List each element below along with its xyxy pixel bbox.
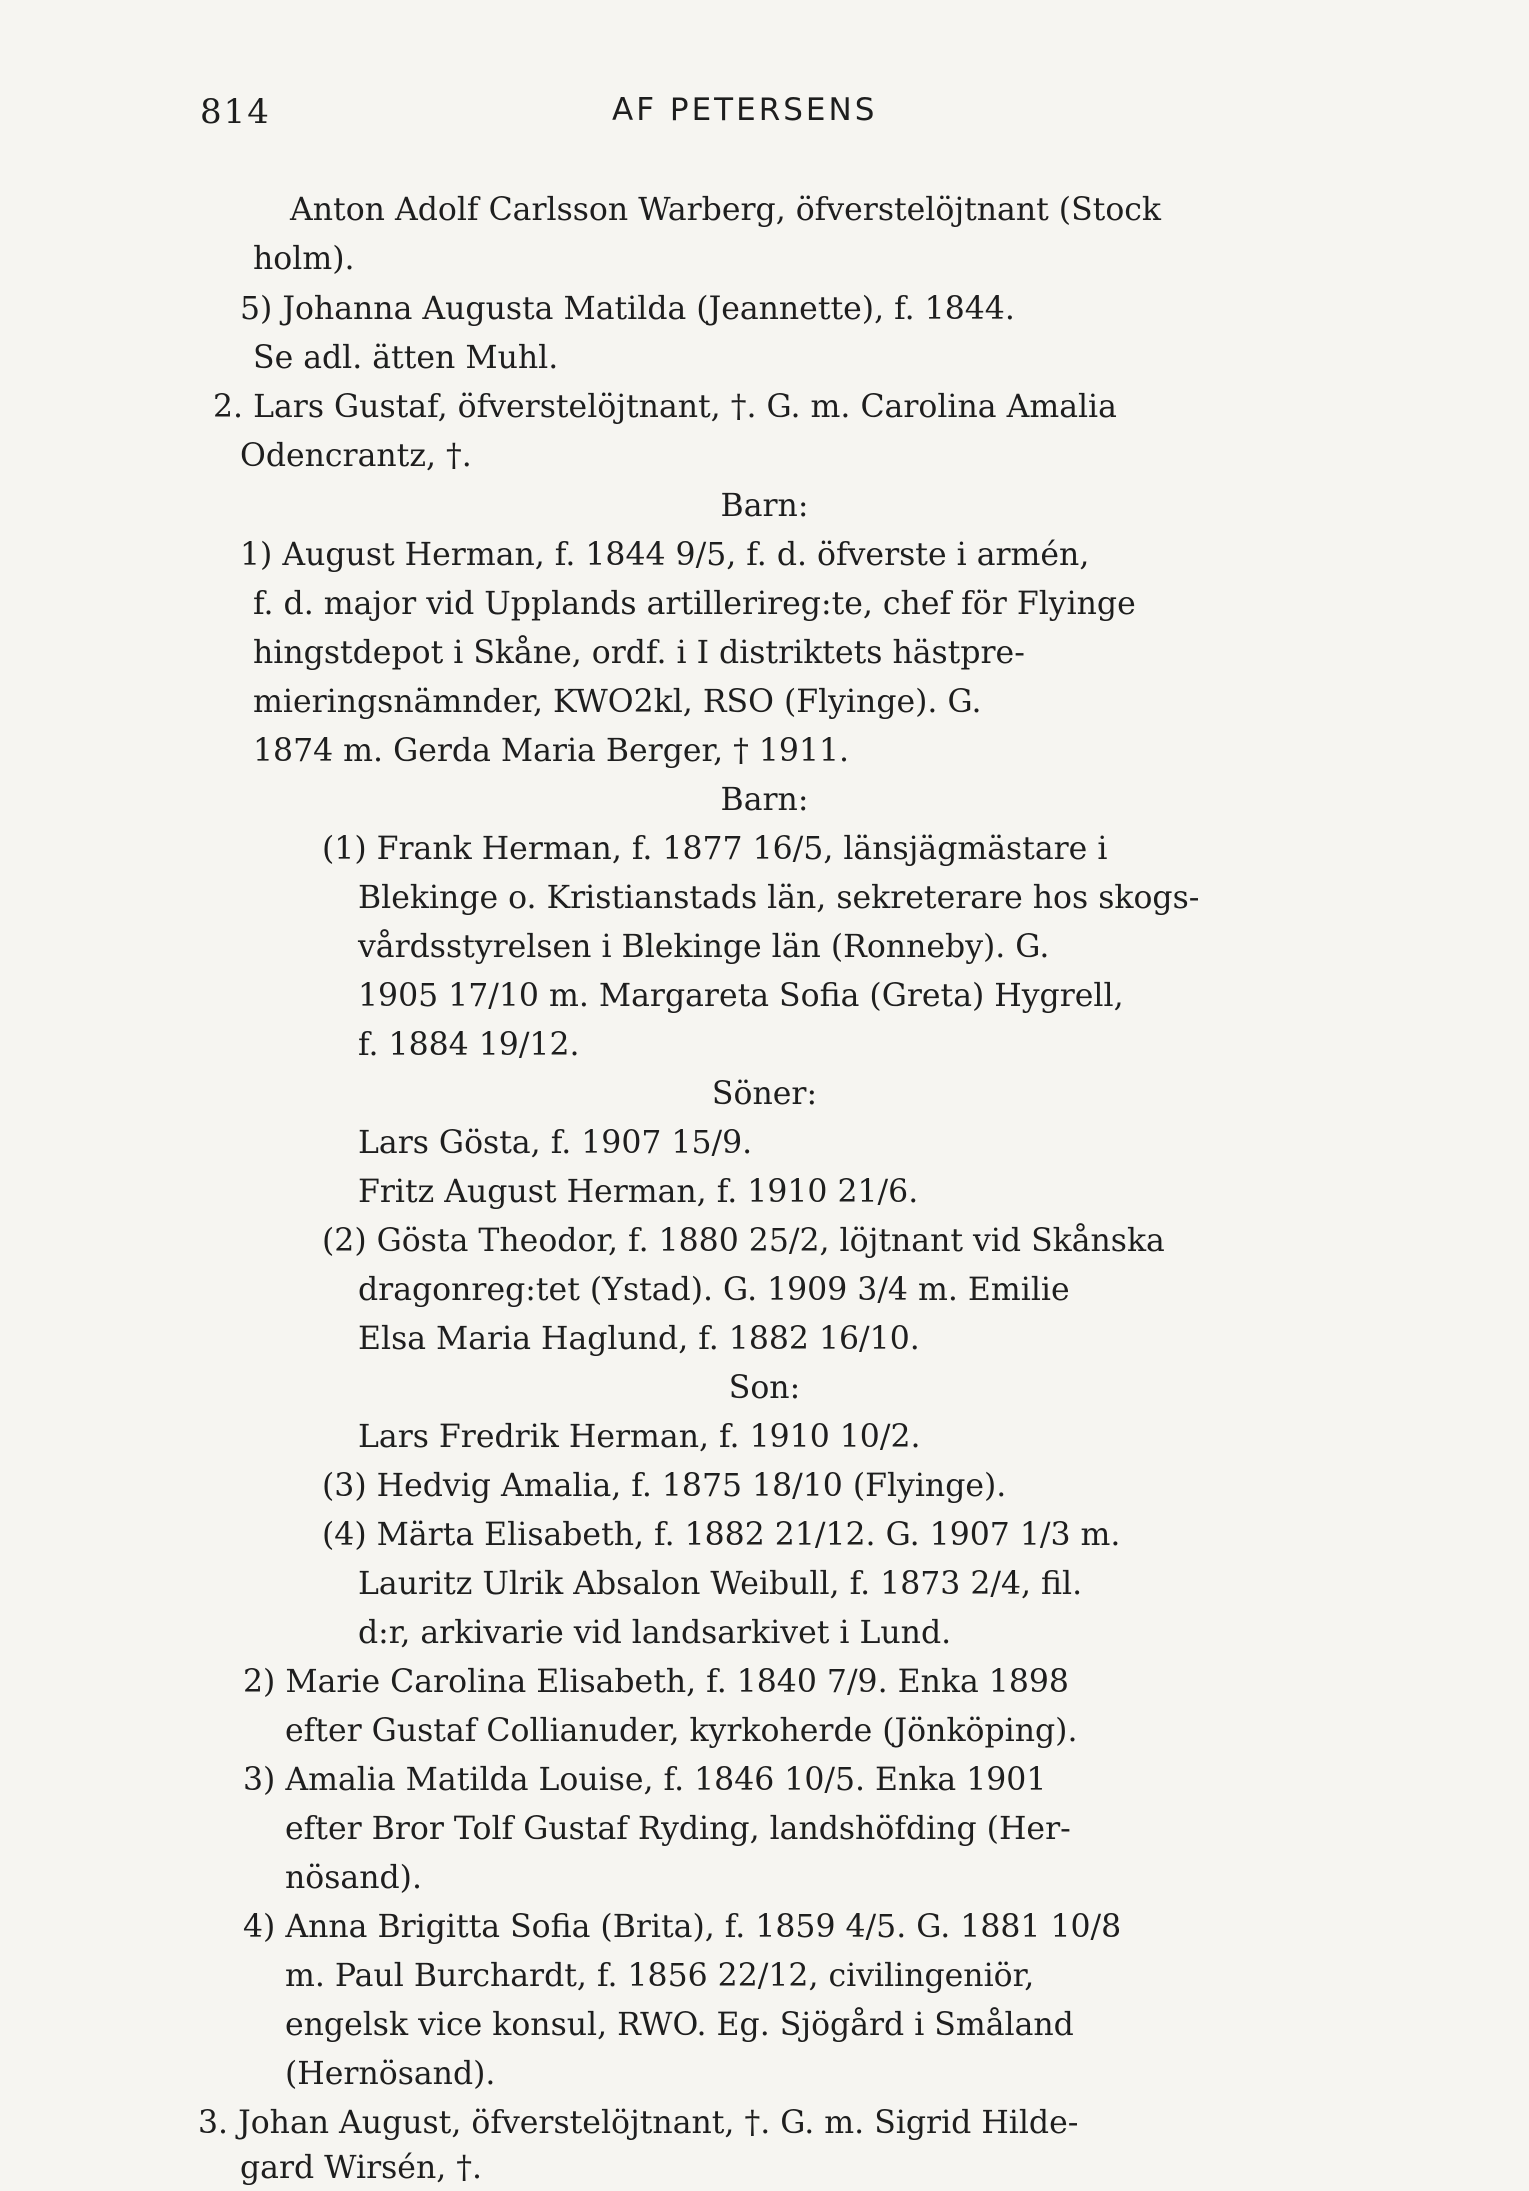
text-line: hingstdepot i Skåne, ordf. i I distriktets hästpre- [253,635,1025,671]
text-line: f. 1884 19/12. [358,1027,580,1063]
text-line: Lars Gösta, f. 1907 15/9. [358,1125,753,1161]
text-line: Odencrantz, †. [240,438,472,474]
text-line: 2) Marie Carolina Elisabeth, f. 1840 7/9. Enka 1898 [243,1664,1069,1700]
text-line: (2) Gösta Theodor, f. 1880 25/2, löjtnant vid Skånska [322,1223,1165,1259]
page-number: 814 [200,92,271,132]
text-line: 3) Amalia Matilda Louise, f. 1846 10/5. Enka 1901 [243,1762,1047,1798]
text-line: Elsa Maria Haglund, f. 1882 16/10. [358,1321,920,1357]
text-line: Lars Fredrik Herman, f. 1910 10/2. [358,1419,921,1455]
text-line: 5) Johanna Augusta Matilda (Jeannette), f. 1844. [240,291,1015,327]
text-line: (1) Frank Herman, f. 1877 16/5, länsjägmästare i [322,831,1108,867]
text-line: vårdsstyrelsen i Blekinge län (Ronneby). G. [358,929,1050,965]
text-line: Fritz August Herman, f. 1910 21/6. [358,1174,919,1210]
text-line: efter Gustaf Collianuder, kyrkoherde (Jönköping). [285,1713,1078,1749]
text-line: gard Wirsén, †. [240,2150,483,2186]
text-line: 1905 17/10 m. Margareta Sofia (Greta) Hygrell, [358,978,1124,1014]
text-line: mieringsnämnder, KWO2kl, RSO (Flyinge). G. [253,684,982,720]
section-heading: Barn: [720,488,809,524]
text-line: d:r, arkivarie vid landsarkivet i Lund. [358,1615,952,1651]
text-line: engelsk vice konsul, RWO. Eg. Sjögård i Småland [285,2007,1074,2043]
text-line: (Hernösand). [285,2056,496,2092]
section-heading: Söner: [711,1076,818,1112]
section-heading: Barn: [720,782,809,818]
text-line: Anton Adolf Carlsson Warberg, öfverstelöjtnant (Stock [290,192,1162,228]
text-line: (3) Hedvig Amalia, f. 1875 18/10 (Flyinge). [322,1468,1007,1504]
text-line: m. Paul Burchardt, f. 1856 22/12, civilingeniör, [285,1958,1035,1994]
text-line: Blekinge o. Kristianstads län, sekreterare hos skogs- [358,880,1200,916]
text-line: f. d. major vid Upplands artillerireg:te, chef för Flyinge [253,586,1136,622]
text-line: dragonreg:tet (Ystad). G. 1909 3/4 m. Emilie [358,1272,1070,1308]
text-line: holm). [253,241,355,277]
text-line: 2. Lars Gustaf, öfverstelöjtnant, †. G. m. Carolina Amalia [213,389,1117,425]
text-line: 3. Johan August, öfverstelöjtnant, †. G. m. Sigrid Hilde- [198,2105,1079,2141]
text-line: efter Bror Tolf Gustaf Ryding, landshöfding (Her- [285,1811,1071,1847]
text-line: (4) Märta Elisabeth, f. 1882 21/12. G. 1907 1/3 m. [322,1517,1121,1553]
section-heading: Son: [728,1370,801,1406]
running-head: AF PETERSENS [612,92,878,128]
text-line: nösand). [285,1860,422,1896]
text-line: 1) August Herman, f. 1844 9/5, f. d. öfverste i armén, [240,537,1090,573]
text-line: Se adl. ätten Muhl. [253,340,559,376]
text-line: Lauritz Ulrik Absalon Weibull, f. 1873 2/4, fil. [358,1566,1083,1602]
text-line: 4) Anna Brigitta Sofia (Brita), f. 1859 4/5. G. 1881 10/8 [243,1909,1122,1945]
text-line: 1874 m. Gerda Maria Berger, † 1911. [253,733,850,769]
